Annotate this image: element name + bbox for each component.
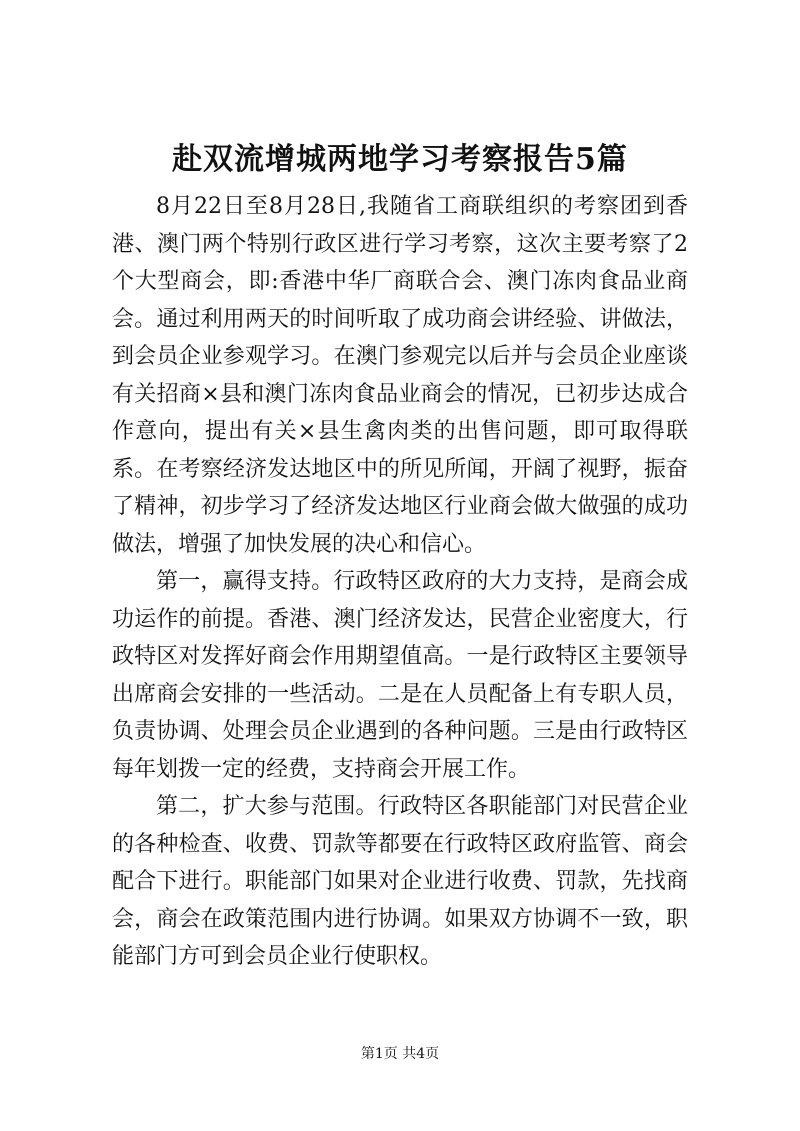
document-title: 赴双流增城两地学习考察报告5篇: [172, 142, 628, 177]
paragraph-first-point: 第一，赢得支持。行政特区政府的大力支持，是商会成功运作的前提。香港、澳门经济发达，民营企业密度大，行政特区对发挥好商会作用期望值高。一是行政特区主要领导出席商会安排的一些活动。二是在人员配备上有专职人员，负责协调、处理会员企业遇到的各种问题。三是由行政特区每年划拨一定的经费，支持商会开展工作。: [112, 569, 688, 782]
paragraph-second-point: 第二，扩大参与范围。行政特区各职能部门对民营企业的各种检查、收费、罚款等都要在行政特区政府监管、商会配合下进行。职能部门如果对企业进行收费、罚款，先找商会，商会在政策范围内进行协调。如果双方协调不一致，职能部门方可到会员企业行使职权。: [112, 794, 688, 969]
page-footer: 第1页 共4页: [360, 1046, 440, 1062]
paragraph-intro: 8月22日至8月28日,我随省工商联组织的考察团到香港、澳门两个特别行政区进行学习考察，这次主要考察了2个大型商会，即:香港中华厂商联合会、澳门冻肉食品业商会。通过利用两天的时间听取了成功商会讲经验、讲做法，到会员企业参观学习。在澳门参观完以后并与会员企业座谈有关招商×县和澳门冻肉食品业商会的情况，已初步达成合作意向，提出有关×县生禽肉类的出售问题，即可取得联系。在考察经济发达地区中的所见所闻，开阔了视野，振奋了精神，初步学习了经济发达地区行业商会做大做强的成功做法，增强了加快发展的决心和信心。: [112, 194, 688, 557]
document-body: [112, 188, 688, 976]
